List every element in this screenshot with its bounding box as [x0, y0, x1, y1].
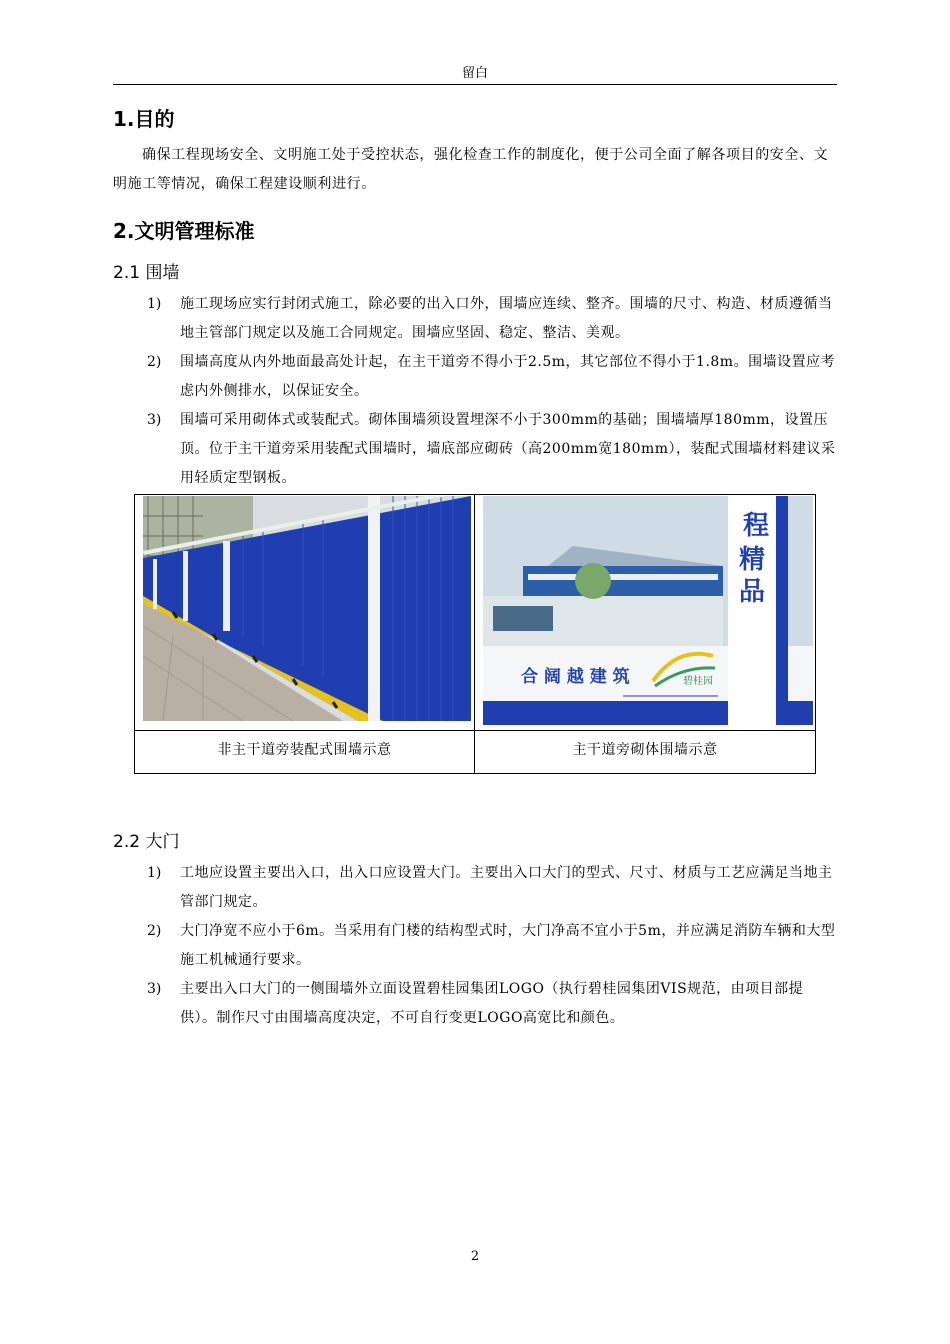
list-item-text: 围墙高度从内外地面最高处计起，在主干道旁不得小于2.5m，其它部位不得小于1.8m。围墙设置应考虑内外侧排水，以保证安全。	[180, 354, 836, 399]
page-header: 留白	[461, 66, 488, 81]
list-item-number: 3)	[147, 981, 162, 997]
subsection-2-2-heading: 2.2 大门	[113, 832, 180, 852]
masonry-wall-photo	[483, 496, 813, 725]
figure-caption-left: 非主干道旁装配式围墙示意	[217, 742, 392, 758]
list-item-number: 2)	[147, 354, 162, 370]
sign-text-2: 精	[739, 545, 766, 575]
masonry-wall-illustration	[483, 496, 813, 725]
section-2-heading: 2.文明管理标准	[113, 219, 255, 243]
assembled-fence-illustration	[143, 496, 471, 721]
wall-slogan: 合 阔 越 建 筑	[521, 667, 630, 687]
list-item-text: 施工现场应实行封闭式施工，除必要的出入口外，围墙应连续、整齐。围墙的尺寸、构造、材质遵循当地主管部门规定以及施工合同规定。围墙应坚固、稳定、整洁、美观。	[180, 296, 833, 341]
list-item-number: 2)	[147, 923, 162, 939]
figure-divider	[474, 494, 475, 774]
subsection-2-1-heading: 2.1 围墙	[113, 263, 180, 283]
sign-text-1: 程	[743, 511, 770, 541]
section-1-paragraph: 确保工程现场安全、文明施工处于受控状态，强化检查工作的制度化，便于公司全面了解各项目的安全、文明施工等情况，确保工程建设顺利进行。	[113, 147, 829, 192]
figure-caption-rule	[134, 730, 816, 731]
sign-text-3: 品	[739, 577, 766, 607]
page-number: 2	[470, 1249, 480, 1264]
list-item-number: 1)	[147, 296, 162, 312]
list-item-text: 工地应设置主要出入口，出入口应设置大门。主要出入口大门的型式、尺寸、材质与工艺应满足当地主管部门规定。	[180, 865, 833, 910]
section-1-heading: 1.目的	[113, 107, 175, 131]
list-item-text: 主要出入口大门的一侧围墙外立面设置碧桂园集团LOGO（执行碧桂园集团VIS规范，由项目部提供）。制作尺寸由围墙高度决定，不可自行变更LOGO高宽比和颜色。	[180, 981, 804, 1026]
assembled-fence-photo	[143, 496, 471, 721]
figure-caption-right: 主干道旁砌体围墙示意	[572, 742, 718, 758]
list-item-text: 围墙可采用砌体式或装配式。砌体围墙须设置埋深不小于300mm的基础；围墙墙厚180mm，设置压顶。位于主干道旁采用装配式围墙时，墙底部应砌砖（高200mm宽180mm），装配式围墙材料建议采用轻质定型钢板。	[180, 412, 836, 486]
list-item-number: 3)	[147, 412, 162, 428]
wall-logo-text: 碧桂园	[683, 676, 713, 687]
list-item-text: 大门净宽不应小于6m。当采用有门楼的结构型式时，大门净高不宜小于5m，并应满足消防车辆和大型施工机械通行要求。	[180, 923, 836, 968]
list-item-number: 1)	[147, 865, 162, 881]
header-rule	[113, 84, 837, 85]
